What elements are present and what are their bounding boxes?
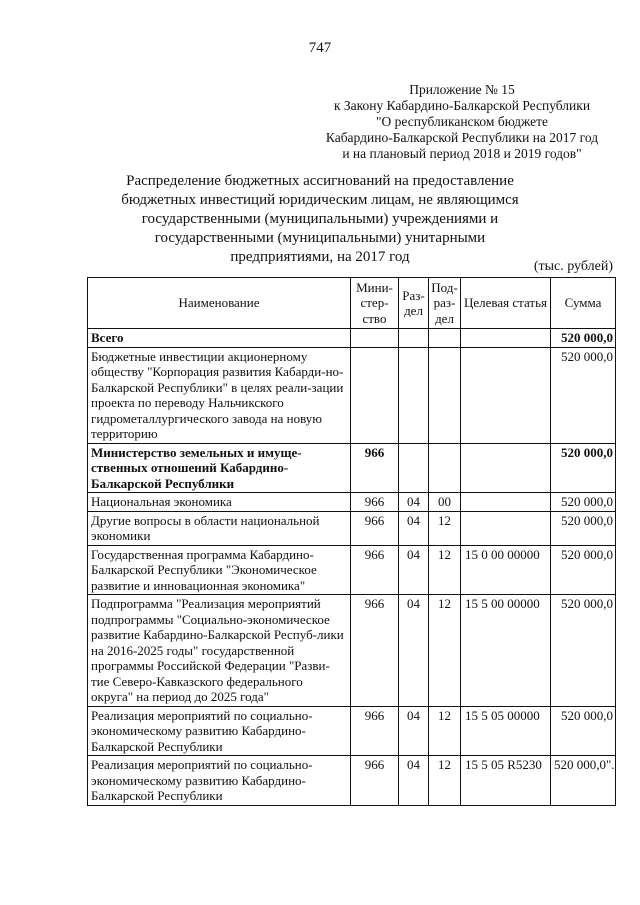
appendix-line: к Закону Кабардино-Балкарской Республики — [333, 98, 591, 113]
header-section: Раз-дел — [399, 278, 429, 329]
document-title — [120, 172, 520, 267]
cell-name: Другие вопросы в области национальной экономики — [88, 511, 351, 545]
table-row — [88, 511, 616, 545]
cell-ministry: 966 — [351, 595, 399, 707]
table-row — [88, 443, 616, 493]
appendix-line: Кабардино-Балкарской Республики на 2017 год — [325, 130, 599, 145]
cell-name: Национальная экономика — [88, 493, 351, 512]
cell-target — [461, 443, 551, 493]
cell-subsection — [429, 329, 461, 348]
cell-section: 04 — [399, 595, 429, 707]
cell-sum: 520 000,0". — [551, 756, 616, 806]
cell-name: Бюджетные инвестиции акционерному обществу "Корпорация развития Кабарди-но-Балкарской Республики" в целях реали-зации проекта по переводу Нальчикского гидрометаллургического завода на новую территорию — [88, 347, 351, 443]
table-row — [88, 595, 616, 707]
cell-target: 15 5 05 00000 — [461, 706, 551, 756]
cell-sum: 520 000,0 — [551, 706, 616, 756]
cell-subsection — [429, 347, 461, 443]
cell-subsection: 12 — [429, 545, 461, 595]
title-line: государственными (муниципальными) учреждениями и — [141, 211, 499, 227]
cell-target: 15 5 05 R5230 — [461, 756, 551, 806]
table-row — [88, 756, 616, 806]
cell-name: Подпрограмма "Реализация мероприятий подпрограммы "Социально-экономическое развитие Кабардино-Балкарской Респуб-лики на 2016-2025 годы" государственной программы Российской Федерации "Разви-тие Северо-Кавказского федерального округа" на период до 2025 года" — [88, 595, 351, 707]
cell-sum: 520 000,0 — [551, 545, 616, 595]
cell-section: 04 — [399, 545, 429, 595]
title-line: Распределение бюджетных ассигнований на предоставление — [126, 173, 514, 189]
cell-ministry: 966 — [351, 511, 399, 545]
appendix-line: Приложение № 15 — [409, 82, 515, 97]
cell-ministry: 966 — [351, 443, 399, 493]
cell-ministry — [351, 329, 399, 348]
title-line: предприятиями, на 2017 год — [230, 249, 410, 265]
table-row — [88, 706, 616, 756]
cell-section: 04 — [399, 706, 429, 756]
table-header-row — [88, 278, 616, 329]
cell-subsection: 12 — [429, 511, 461, 545]
units-label: (тыс. рублей) — [533, 259, 613, 274]
cell-subsection: 12 — [429, 595, 461, 707]
appendix-reference — [312, 82, 612, 162]
cell-section — [399, 329, 429, 348]
cell-target — [461, 329, 551, 348]
cell-section — [399, 347, 429, 443]
table-row — [88, 493, 616, 512]
cell-section: 04 — [399, 493, 429, 512]
header-subsection: Под-раз-дел — [429, 278, 461, 329]
cell-subsection: 12 — [429, 756, 461, 806]
header-target: Целевая статья — [461, 278, 551, 329]
cell-target — [461, 347, 551, 443]
cell-name: Реализация мероприятий по социально-экономическому развитию Кабардино-Балкарской Республики — [88, 706, 351, 756]
appendix-line: и на плановый период 2018 и 2019 годов" — [342, 146, 582, 161]
header-sum: Сумма — [551, 278, 616, 329]
cell-sum: 520 000,0 — [551, 511, 616, 545]
cell-target: 15 0 00 00000 — [461, 545, 551, 595]
cell-ministry: 966 — [351, 706, 399, 756]
cell-section — [399, 443, 429, 493]
cell-sum: 520 000,0 — [551, 329, 616, 348]
table-body — [88, 329, 616, 806]
cell-section: 04 — [399, 511, 429, 545]
cell-subsection: 12 — [429, 706, 461, 756]
cell-subsection — [429, 443, 461, 493]
cell-ministry: 966 — [351, 545, 399, 595]
cell-sum: 520 000,0 — [551, 595, 616, 707]
title-line: бюджетных инвестиций юридическим лицам, не являющимся — [121, 192, 519, 208]
appendix-line: "О республиканском бюджете — [375, 114, 548, 129]
cell-sum: 520 000,0 — [551, 443, 616, 493]
page-number: 747 — [308, 40, 332, 56]
cell-name: Министерство земельных и имуще-ственных отношений Кабардино-Балкарской Республики — [88, 443, 351, 493]
cell-target — [461, 493, 551, 512]
budget-table — [87, 277, 616, 806]
cell-target — [461, 511, 551, 545]
cell-ministry — [351, 347, 399, 443]
cell-name: Реализация мероприятий по социально-экономическому развитию Кабардино-Балкарской Республики — [88, 756, 351, 806]
cell-sum: 520 000,0 — [551, 347, 616, 443]
header-name: Наименование — [88, 278, 351, 329]
table-row — [88, 329, 616, 348]
cell-name: Всего — [88, 329, 351, 348]
title-line: государственными (муниципальными) унитарными — [154, 230, 486, 246]
cell-target: 15 5 00 00000 — [461, 595, 551, 707]
cell-section: 04 — [399, 756, 429, 806]
cell-subsection: 00 — [429, 493, 461, 512]
header-ministry: Мини-стер-ство — [351, 278, 399, 329]
cell-name: Государственная программа Кабардино-Балкарской Республики "Экономическое развитие и инновационная экономика" — [88, 545, 351, 595]
cell-ministry: 966 — [351, 493, 399, 512]
table-row — [88, 545, 616, 595]
cell-ministry: 966 — [351, 756, 399, 806]
table-row — [88, 347, 616, 443]
cell-sum: 520 000,0 — [551, 493, 616, 512]
